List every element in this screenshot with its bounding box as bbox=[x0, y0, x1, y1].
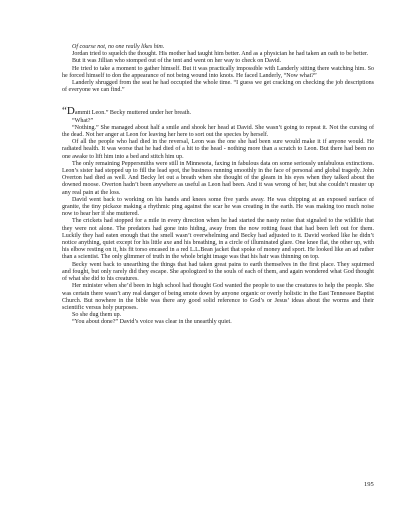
paragraph: The only remaining Peppersmiths were still in Minnesota, faxing in fabulous data on some seriously unfabulous extinctions. Leon’s sister had stepped up to fill the lead spot, the business running smoothly in the face of personal and global tragedy. John Overton had died as well. And Becky let out a breath when she thought of the gleam in his eyes when they talked about the downed moose. Overton hadn’t been anywhere as useful as Leon had been. And it was wrong of her, but she couldn’t muster up any real pain at the loss. bbox=[62, 160, 374, 196]
page-number: 195 bbox=[364, 481, 374, 488]
paragraph: Becky went back to unearthing the things that had taken great pains to earth themselves in the first place. They squirmed and fought, but only rarely did they escape. She apologized to the souls of each of them, and again wondered what God thought of what she did to his creatures. bbox=[62, 261, 374, 283]
paragraph: “You about done?” David’s voice was clear in the unearthly quiet. bbox=[72, 319, 232, 326]
paragraph: But it was Jillian who stomped out of the tent and went on her way to check on David. bbox=[72, 58, 282, 65]
paragraph: “Nothing.” She managed about half a smile and shook her head at David. She wasn’t going to repeat it. Not the cursing of the dead. Not her anger at Leon for leaving her here to sort out the species by herself. bbox=[62, 124, 374, 139]
paragraph: Jordan tried to squelch the thought. His mother had taught him better. And as a physician he had taken an oath to be better. bbox=[72, 51, 369, 58]
paragraph: So she dug them up. bbox=[72, 312, 122, 319]
section-break bbox=[62, 94, 374, 108]
opening-text: ammit Leon.” Becky muttered under her breath. bbox=[74, 110, 192, 117]
paragraph: Her minister when she’d been in high school had thought God wanted the people to use the creatures to help the people. She was certain there wasn’t any real danger of being smote down by anyone organic or overly holistic in the East Tennessee Baptist Church. But nowhere in the bible was there any good solid reference to God’s or Jesus’ ideas about the worms and their scientific versus holy purposes. bbox=[62, 283, 374, 311]
paragraph: Landerly shrugged from the seat he had occupied the whole time. “I guess we get cracking on checking the job descriptions of everyone we can find.” bbox=[62, 80, 374, 94]
paragraph: David went back to working on his hands and knees some five yards away. He was chipping at an exposed surface of granite, the tiny pickaxe making a rhythmic ping against the scar he was creating in the earth. He was making too much noise now to hear her if she muttered. bbox=[62, 196, 374, 218]
paragraph: He tried to take a moment to gather himself. But it was practically impossible with Landerly sitting there watching him. So he forced himself to don the appearance of not being wound into knots. He faced Landerly, “Now what?” bbox=[62, 65, 374, 79]
body-text bbox=[62, 44, 374, 327]
paragraph: Of all the people who had died in the reversal, Leon was the one she had been sure would make it if anyone would. He radiated health. It was worse that he had died of a hit to the head - nothing more than a scratch to Leon. But there had been no one awake to lift him into a bed and stitch him up. bbox=[62, 139, 374, 160]
section-opening bbox=[62, 105, 374, 118]
paragraph: Of course not, no one really likes him. bbox=[72, 44, 165, 50]
paragraph: The crickets had stopped for a mile in every direction when he had started the nasty noise that signaled to the wildlife that they were not alone. The predators had gone into hiding, away from the now rotting feast that had been left out for them. Luckily they had eaten enough that the smell wasn’t overwhelming and Becky had adjusted to it. David worked like he didn’t notice anything, quiet except for his little axe and his breathing, in a circle of illuminated glare. One knee flat, the other up, with his elbow resting on it, his fit torso encased in a red L.L.Bean jacket that spoke of money and sport. He looked like an ad rather than a scientist. The only glimmer of truth in the whole bright image was that his hair was thinning on top. bbox=[62, 218, 374, 261]
drop-cap: “D bbox=[62, 105, 75, 118]
paragraph: “What?” bbox=[72, 117, 94, 124]
